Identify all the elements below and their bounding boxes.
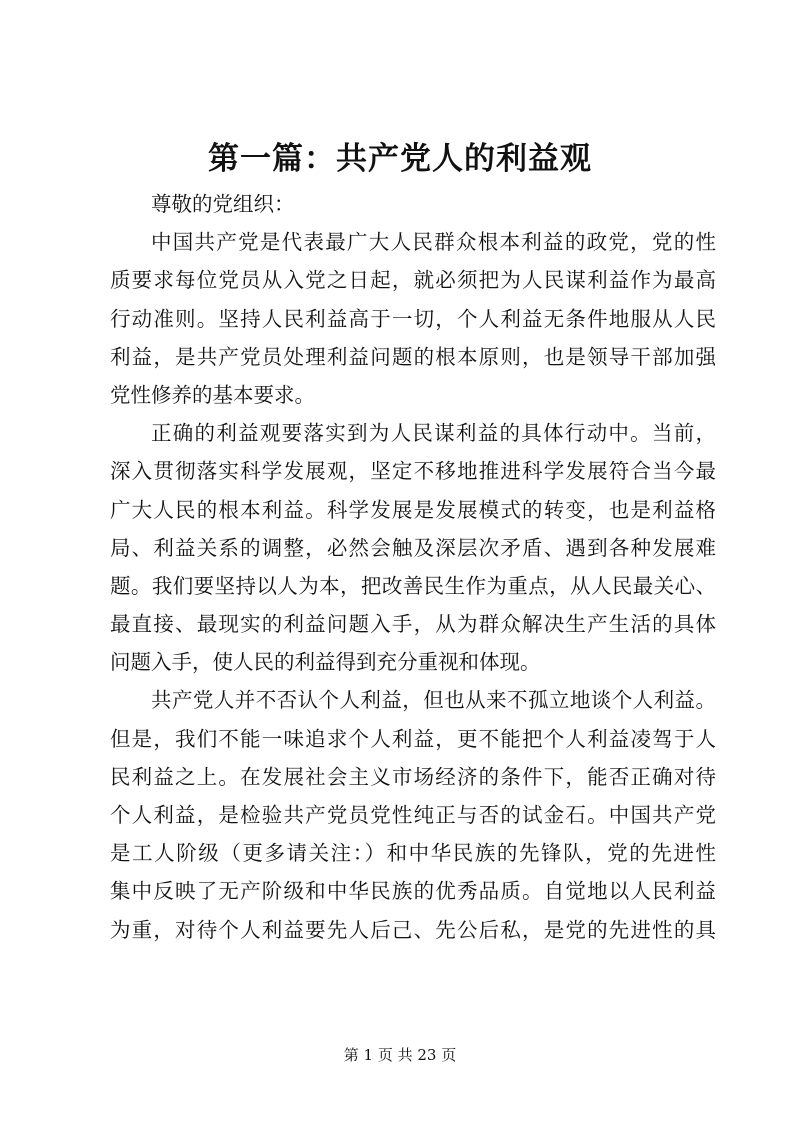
paragraph-1-line: 行动准则。坚持人民利益高于一切，个人利益无条件地服从人民 xyxy=(110,306,716,331)
document-body xyxy=(110,185,716,949)
salutation-line: 尊敬的党组织： xyxy=(151,192,295,216)
paragraph-1-line: 利益，是共产党员处理利益问题的根本原则，也是领导干部加强 xyxy=(110,344,716,369)
paragraph-2-line: 深入贯彻落实科学发展观，坚定不移地推进科学发展符合当今最 xyxy=(110,459,716,484)
paragraph-3-line: 共产党人并不否认个人利益，但也从来不孤立地谈个人利益。 xyxy=(151,688,716,713)
page-number-footer: 第 1 页 共 23 页 xyxy=(343,1046,457,1064)
paragraph-2-line: 最直接、最现实的利益问题入手，从为群众解决生产生活的具体 xyxy=(110,612,716,637)
paragraph-3-line: 个人利益，是检验共产党员党性纯正与否的试金石。中国共产党 xyxy=(110,803,716,827)
paragraph-3-line: 民利益之上。在发展社会主义市场经济的条件下，能否正确对待 xyxy=(110,764,716,789)
paragraph-3-line: 为重，对待个人利益要先人后己、先公后私，是党的先进性的具 xyxy=(110,917,716,942)
paragraph-1-line: 中国共产党是代表最广大人民群众根本利益的政党，党的性 xyxy=(151,230,716,255)
paragraph-2-line: 局、利益关系的调整，必然会触及深层次矛盾、遇到各种发展难 xyxy=(110,535,716,560)
paragraph-3-line: 但是，我们不能一味追求个人利益，更不能把个人利益凌驾于人 xyxy=(110,726,716,751)
paragraph-2-line: 题。我们要坚持以人为本，把改善民生作为重点，从人民最关心、 xyxy=(110,573,716,598)
paragraph-1-line: 质要求每位党员从入党之日起，就必须把为人民谋利益作为最高 xyxy=(110,268,716,293)
paragraph-3-line: 是工人阶级（更多请关注：）和中华民族的先锋队，党的先进性 xyxy=(110,841,716,866)
paragraph-3-line: 集中反映了无产阶级和中华民族的优秀品质。自觉地以人民利益 xyxy=(110,879,716,904)
paragraph-1-line: 党性修养的基本要求。 xyxy=(110,382,315,407)
paragraph-2-line: 广大人民的根本利益。科学发展是发展模式的转变，也是利益格 xyxy=(110,497,716,522)
document-title: 第一篇：共产党人的利益观 xyxy=(208,141,592,177)
paragraph-2-line: 正确的利益观要落实到为人民谋利益的具体行动中。当前， xyxy=(151,421,716,446)
paragraph-2-line: 问题入手，使人民的利益得到充分重视和体现。 xyxy=(110,650,541,675)
